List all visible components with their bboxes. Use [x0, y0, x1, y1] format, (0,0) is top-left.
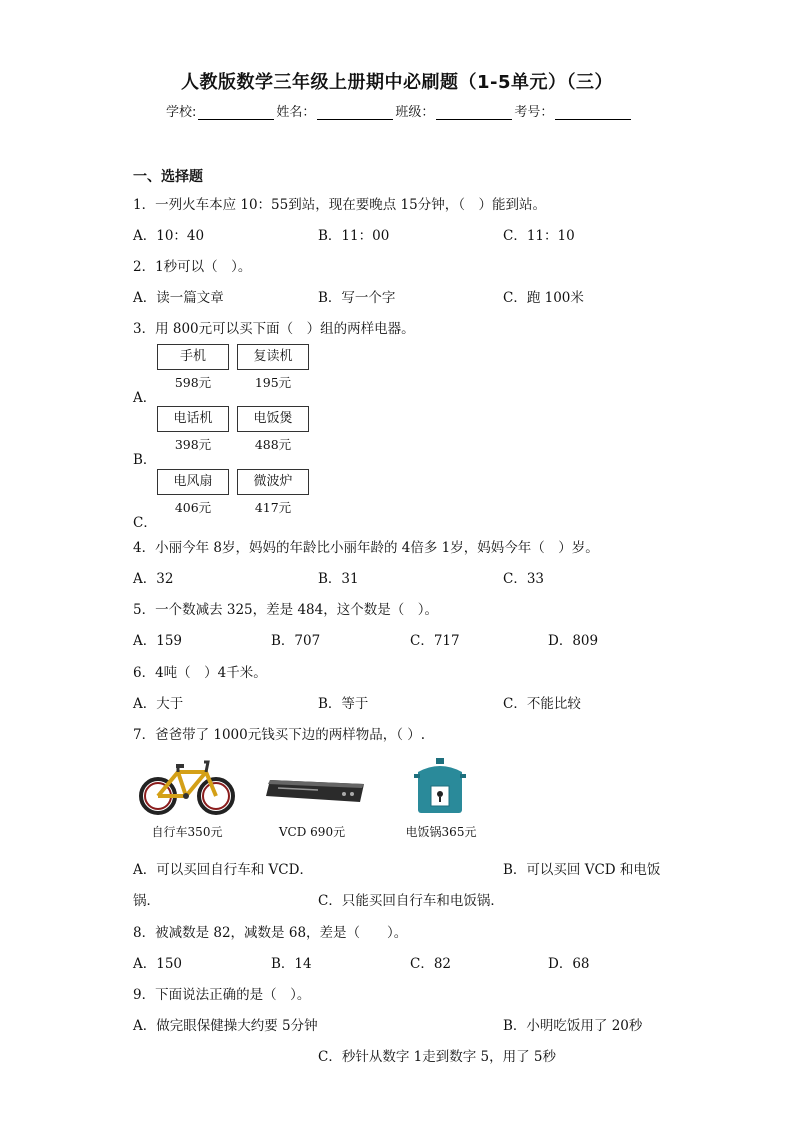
q6-option-a[interactable]: A．大于	[133, 696, 184, 712]
q8-option-a[interactable]: A．150	[133, 956, 183, 972]
q1-option-b[interactable]: B．11：00	[318, 228, 390, 244]
question-7-stem: 7．爸爸带了 1000元钱买下边的两样物品，（ ）.	[133, 727, 426, 743]
rice-cooker-caption: 电饭锅365元	[405, 825, 477, 839]
q3-a-item-2-box: 复读机	[237, 344, 309, 370]
question-9-stem: 9．下面说法正确的是（ ）。	[133, 987, 311, 1003]
school-blank[interactable]	[198, 105, 274, 120]
question-4-stem: 4．小丽今年 8岁，妈妈的年龄比小丽年龄的 4倍多 1岁，妈妈今年（ ）岁。	[133, 540, 599, 556]
q3-option-b[interactable]: B．	[133, 452, 157, 468]
q3-c-item-1-box: 电风扇	[157, 469, 229, 495]
question-3-stem: 3．用 800元可以买下面（ ）组的两样电器。	[133, 321, 415, 337]
question-2-stem: 2．1秒可以（ ）。	[133, 259, 252, 275]
q7-option-a[interactable]: A．可以买回自行车和 VCD．	[133, 862, 313, 878]
dvd-player-icon	[264, 776, 366, 806]
q9-option-a[interactable]: A．做完眼保健操大约要 5分钟	[133, 1018, 318, 1034]
q2-option-b[interactable]: B．写一个字	[318, 290, 396, 306]
name-blank[interactable]	[317, 105, 393, 120]
q5-option-c[interactable]: C．717	[410, 633, 460, 649]
q8-option-b[interactable]: B．14	[271, 956, 312, 972]
student-info-line	[166, 101, 633, 120]
q3-a-item-1-price: 598元	[174, 375, 212, 390]
q8-option-d[interactable]: D．68	[548, 956, 590, 972]
q3-b-item-2-box: 电饭煲	[237, 406, 309, 432]
page-title: 人教版数学三年级上册期中必刷题（1-5单元）（三）	[180, 72, 614, 93]
rice-cooker-icon	[412, 756, 468, 816]
question-8-stem: 8．被减数是 82，减数是 68，差是（ ）。	[133, 925, 408, 941]
q5-option-a[interactable]: A．159	[133, 633, 183, 649]
q3-b-item-1-box: 电话机	[157, 406, 229, 432]
question-1-stem: 1．一列火车本应 10：55到站，现在要晚点 15分钟，（ ）能到站。	[133, 197, 546, 213]
q3-b-item-2-price: 488元	[254, 437, 292, 452]
exam-number-blank[interactable]	[555, 105, 631, 120]
class-label: 班级：	[395, 105, 435, 120]
q5-option-d[interactable]: D．809	[548, 633, 599, 649]
q4-option-a[interactable]: A．32	[133, 571, 174, 587]
q4-option-c[interactable]: C．33	[503, 571, 545, 587]
q7-option-b[interactable]: B．可以买回 VCD 和电饭	[503, 862, 661, 878]
q7-option-b-continued: 锅．	[133, 893, 160, 909]
school-label: 学校:	[166, 105, 197, 120]
q1-option-a[interactable]: A．10：40	[133, 228, 205, 244]
bicycle-caption: 自行车350元	[151, 825, 223, 839]
bicycle-icon	[136, 756, 238, 818]
q2-option-c[interactable]: C．跑 100米	[503, 290, 584, 306]
q6-option-b[interactable]: B．等于	[318, 696, 369, 712]
q7-option-c[interactable]: C．只能买回自行车和电饭锅．	[318, 893, 504, 909]
q8-option-c[interactable]: C．82	[410, 956, 452, 972]
q1-option-c[interactable]: C．11：10	[503, 228, 575, 244]
section-heading: 一、选择题	[133, 169, 203, 185]
question-6-stem: 6．4吨（ ）4千米。	[133, 665, 267, 681]
q3-c-item-1-price: 406元	[174, 500, 212, 515]
q3-b-item-1-price: 398元	[174, 437, 212, 452]
q3-option-a[interactable]: A．	[133, 390, 157, 406]
question-5-stem: 5．一个数减去 325，差是 484，这个数是（ ）。	[133, 602, 438, 618]
q2-option-a[interactable]: A．读一篇文章	[133, 290, 224, 306]
q6-option-c[interactable]: C．不能比较	[503, 696, 581, 712]
vcd-caption: VCD 690元	[278, 825, 346, 839]
q5-option-b[interactable]: B．707	[271, 633, 321, 649]
class-blank[interactable]	[436, 105, 512, 120]
q3-c-item-2-box: 微波炉	[237, 469, 309, 495]
name-label: 姓名：	[276, 105, 316, 120]
q3-a-item-2-price: 195元	[254, 375, 292, 390]
q3-a-item-1-box: 手机	[157, 344, 229, 370]
q4-option-b[interactable]: B．31	[318, 571, 359, 587]
q3-option-c[interactable]: C．	[133, 515, 157, 531]
q9-option-b[interactable]: B．小明吃饭用了 20秒	[503, 1018, 643, 1034]
exam-number-label: 考号：	[514, 105, 554, 120]
q3-c-item-2-price: 417元	[254, 500, 292, 515]
q9-option-c[interactable]: C．秒针从数字 1走到数字 5，用了 5秒	[318, 1049, 556, 1065]
